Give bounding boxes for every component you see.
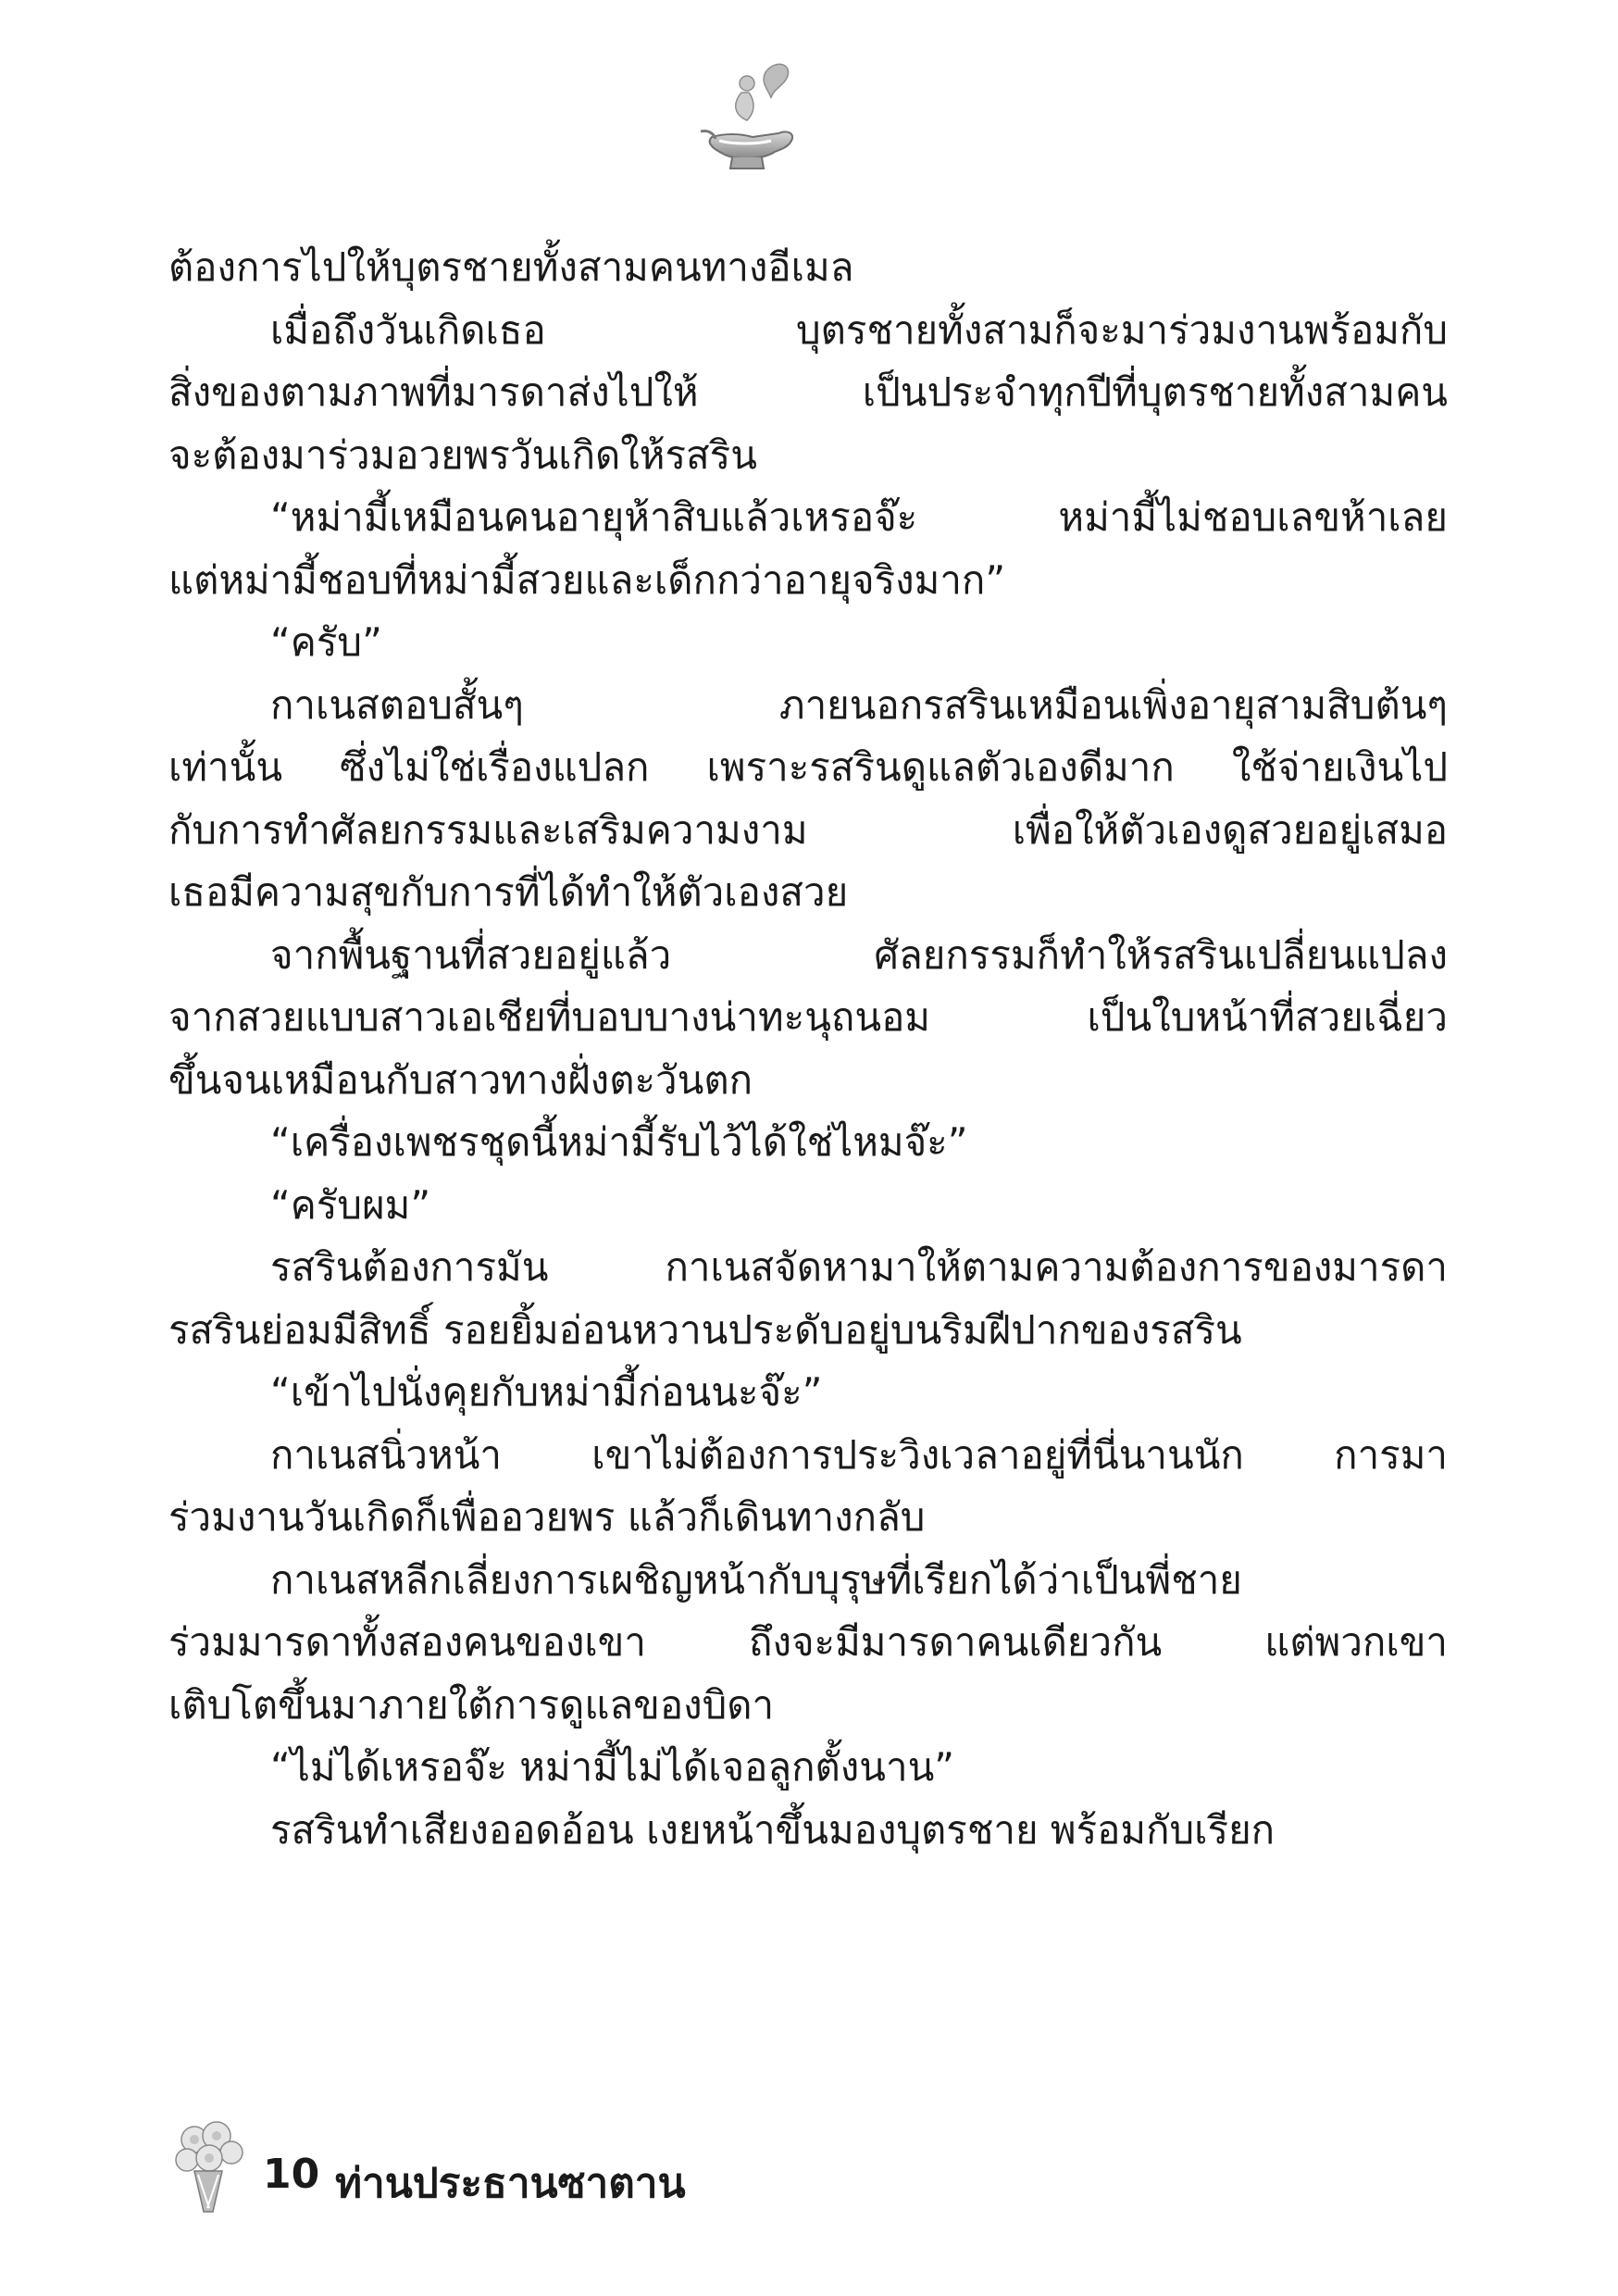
- text-line: แต่หม่ามี้ชอบที่หม่ามี้สวยและเด็กกว่าอายุจริงมาก”: [168, 556, 1006, 603]
- text-line: “ครับ”: [270, 619, 382, 665]
- paragraph: [168, 1799, 1448, 1862]
- text-line: จากพื้นฐานที่สวยอยู่แล้ว ศัลยกรรมก็ทำให้รสรินเปลี่ยนแปลง: [270, 931, 1448, 978]
- paragraph: [168, 924, 1448, 1112]
- genie-lamp-icon: [699, 56, 810, 176]
- paragraph: [168, 1549, 1448, 1737]
- text-line: “หม่ามี้เหมือนคนอายุห้าสิบแล้วเหรอจ๊ะ หม่ามี้ไม่ชอบเลขห้าเลย: [270, 494, 1448, 540]
- text-line: กับการทำศัลยกรรมและเสริมความงาม เพื่อให้ตัวเองดูสวยอยู่เสมอ: [168, 806, 1448, 853]
- text-line: สิ่งของตามภาพที่มารดาส่งไปให้ เป็นประจำทุกปีที่บุตรชายทั้งสามคน: [168, 369, 1448, 415]
- paragraph: [168, 611, 1448, 674]
- text-line: “ครับผม”: [270, 1181, 431, 1228]
- paragraph: [168, 486, 1448, 611]
- text-line: “เครื่องเพชรชุดนี้หม่ามี้รับไว้ได้ใช่ไหมจ๊ะ”: [270, 1119, 968, 1165]
- text-line: รสรินย่อมมีสิทธิ์ รอยยิ้มอ่อนหวานประดับอยู่บนริมฝีปากของรสริน: [168, 1306, 1242, 1353]
- paragraph: [168, 1111, 1448, 1174]
- text-line: ร่วมงานวันเกิดก็เพื่ออวยพร แล้วก็เดินทางกลับ: [168, 1494, 926, 1540]
- text-line: จากสวยแบบสาวเอเชียที่บอบบางน่าทะนุถนอม เป็นใบหน้าที่สวยเฉี่ยว: [168, 994, 1448, 1040]
- paragraph: [168, 1236, 1448, 1361]
- text-line: จะต้องมาร่วมอวยพรวันเกิดให้รสริน: [168, 431, 757, 478]
- text-line: เธอมีความสุขกับการที่ได้ทำให้ตัวเองสวย: [168, 869, 849, 915]
- text-line: เท่านั้น ซึ่งไม่ใช่เรื่องแปลก เพราะรสรินดูแลตัวเองดีมาก ใช้จ่ายเงินไป: [168, 744, 1448, 790]
- text-line: เมื่อถึงวันเกิดเธอ บุตรชายทั้งสามก็จะมาร่วมงานพร้อมกับ: [270, 306, 1448, 353]
- paragraph: [168, 674, 1448, 924]
- paragraph: [168, 236, 1448, 299]
- text-line: รสรินทำเสียงออดอ้อน เงยหน้าขึ้นมองบุตรชาย พร้อมกับเรียก: [270, 1806, 1276, 1853]
- text-line: ขึ้นจนเหมือนกับสาวทางฝั่งตะวันตก: [168, 1056, 753, 1103]
- paragraph: [168, 1361, 1448, 1424]
- text-line: “ไม่ได้เหรอจ๊ะ หม่ามี้ไม่ได้เจอลูกตั้งนาน”: [270, 1744, 955, 1790]
- text-line: เติบโตขึ้นมาภายใต้การดูแลของบิดา: [168, 1681, 775, 1728]
- text-line: กาเนสหลีกเลี่ยงการเผชิญหน้ากับบุรุษที่เรียกได้ว่าเป็นพี่ชาย: [270, 1556, 1242, 1603]
- text-line: “เข้าไปนั่งคุยกับหม่ามี้ก่อนนะจ๊ะ”: [270, 1369, 823, 1415]
- text-line: รสรินต้องการมัน กาเนสจัดหามาให้ตามความต้องการของมารดา: [270, 1244, 1448, 1290]
- text-line: ร่วมมารดาทั้งสองคนของเขา ถึงจะมีมารดาคนเดียวกัน แต่พวกเขา: [168, 1619, 1448, 1665]
- paragraph: [168, 1424, 1448, 1549]
- page-footer: [167, 2115, 1000, 2217]
- flower-bouquet-icon: [167, 2115, 252, 2217]
- paragraph: [168, 299, 1448, 487]
- paragraph: [168, 1736, 1448, 1799]
- paragraph: [168, 1174, 1448, 1237]
- text-line: กาเนสตอบสั้นๆ ภายนอกรสรินเหมือนเพิ่งอายุสามสิบต้นๆ: [270, 681, 1448, 728]
- body-text: [168, 236, 1448, 1861]
- page-number: 10: [263, 2151, 320, 2198]
- text-line: ต้องการไปให้บุตรชายทั้งสามคนทางอีเมล: [168, 244, 854, 290]
- book-title: ท่านประธานซาตาน: [335, 2160, 686, 2207]
- text-line: กาเนสนิ่วหน้า เขาไม่ต้องการประวิงเวลาอยู่ที่นี่นานนัก การมา: [270, 1431, 1448, 1478]
